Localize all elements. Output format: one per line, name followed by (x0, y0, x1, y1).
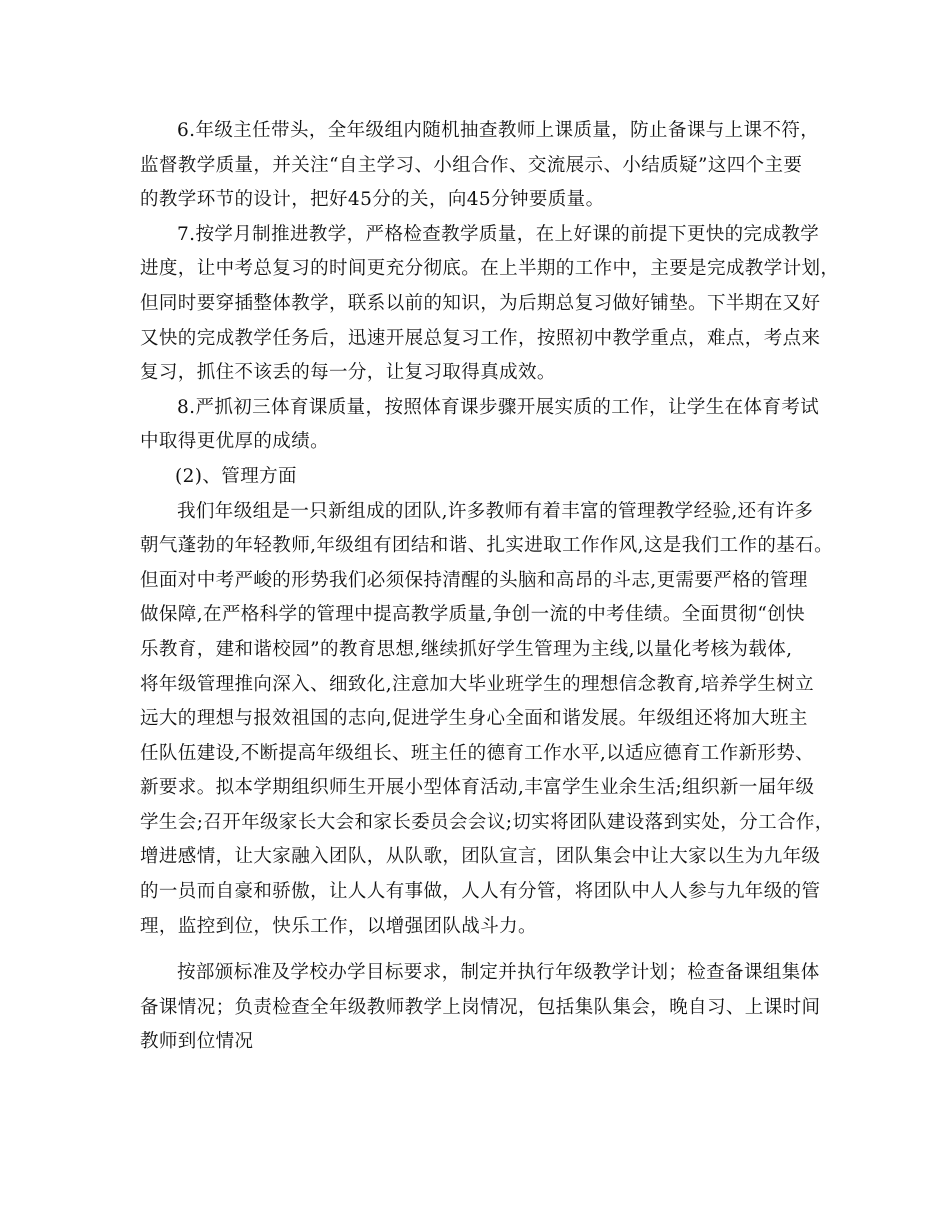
section-heading-text: (2)、管理方面 (175, 465, 297, 487)
text-line: 6.年级主任带头，全年级组内随机抽查教师上课质量，防止备课与上课不符， (177, 120, 820, 141)
text-line: 但面对中考严峻的形势我们必须保持清醒的头脑和高昂的斗志,更需要严格的管理 (140, 569, 808, 591)
text-line: 理，监控到位，快乐工作，以增强团队战斗力。 (140, 915, 537, 937)
text-line: 做保障,在严格科学的管理中提高教学质量,争创一流的中考佳绩。全面贯彻“创快 (140, 604, 806, 626)
management-paragraph (140, 495, 834, 945)
paragraph-gap (140, 944, 820, 956)
text-line: 复习，抓住不该丢的每一分，让复习取得真成效。 (140, 362, 556, 384)
text-line: 备课情况；负责检查全年级教师教学上岗情况，包括集队集会，晚自习、上课时间 (140, 996, 821, 1018)
text-line: 又快的完成教学任务后，迅速开展总复习工作，按照初中教学重点，难点，考点来 (140, 327, 821, 349)
item-7-paragraph (140, 218, 840, 391)
text-line: 远大的理想与报效祖国的志向,促进学生身心全面和谐发展。年级组还将加大班主 (140, 708, 808, 730)
document-body (140, 114, 840, 1060)
item-8-paragraph (140, 391, 820, 460)
text-line: 但同时要穿插整体教学，联系以前的知识，为后期总复习做好铺垫。下半期在又好 (140, 292, 821, 314)
text-line: 教师到位情况 (140, 1031, 254, 1053)
text-line: 乐教育，建和谐校园”的教育思想,继续抓好学生管理为主线,以量化考核为载体, (140, 638, 793, 660)
text-line: 我们年级组是一只新组成的团队,许多教师有着丰富的管理教学经验,还有许多 (177, 500, 814, 522)
text-line: 8.严抓初三体育课质量，按照体育课步骤开展实质的工作，让学生在体育考试 (177, 396, 820, 418)
text-line: 朝气蓬勃的年轻教师,年级组有团结和谐、扎实进取工作作风,这是我们工作的基石。 (140, 535, 833, 557)
text-line: 任队伍建设,不断提高年级组长、班主任的德育工作水平,以适应德育工作新形势、 (140, 742, 815, 764)
item-6-paragraph (140, 114, 820, 218)
standards-paragraph (140, 956, 820, 1060)
section-heading (140, 460, 820, 495)
text-line: 中取得更优厚的成绩。 (140, 431, 330, 453)
text-line: 新要求。拟本学期组织师生开展小型体育活动,丰富学生业余生活;组织新一届年级 (140, 777, 815, 799)
text-line: 监督教学质量，并关注“自主学习、小组合作、交流展示、小结质疑”这四个主要 (140, 154, 803, 176)
text-line: 将年级管理推向深入、细致化,注意加大毕业班学生的理想信念教育,培养学生树立 (140, 673, 815, 695)
text-line: 的教学环节的设计，把好45分的关，向45分钟要质量。 (140, 189, 605, 211)
text-line: 的一员而自豪和骄傲，让人人有事做，人人有分管，将团队中人人参与九年级的管 (140, 881, 821, 903)
text-line: 按部颁标准及学校办学目标要求，制定并执行年级教学计划；检查备课组集体 (177, 962, 820, 984)
text-line: 增进感情，让大家融入团队，从队歌，团队宣言，团队集会中让大家以生为九年级 (140, 846, 821, 868)
text-line: 7.按学月制推进教学，严格检查教学质量，在上好课的前提下更快的完成教学 (177, 223, 820, 245)
text-line: 学生会;召开年级家长大会和家长委员会会议;切实将团队建设落到实处，分工合作， (140, 811, 834, 833)
text-line: 进度，让中考总复习的时间更充分彻底。在上半期的工作中，主要是完成教学计划， (140, 258, 840, 280)
